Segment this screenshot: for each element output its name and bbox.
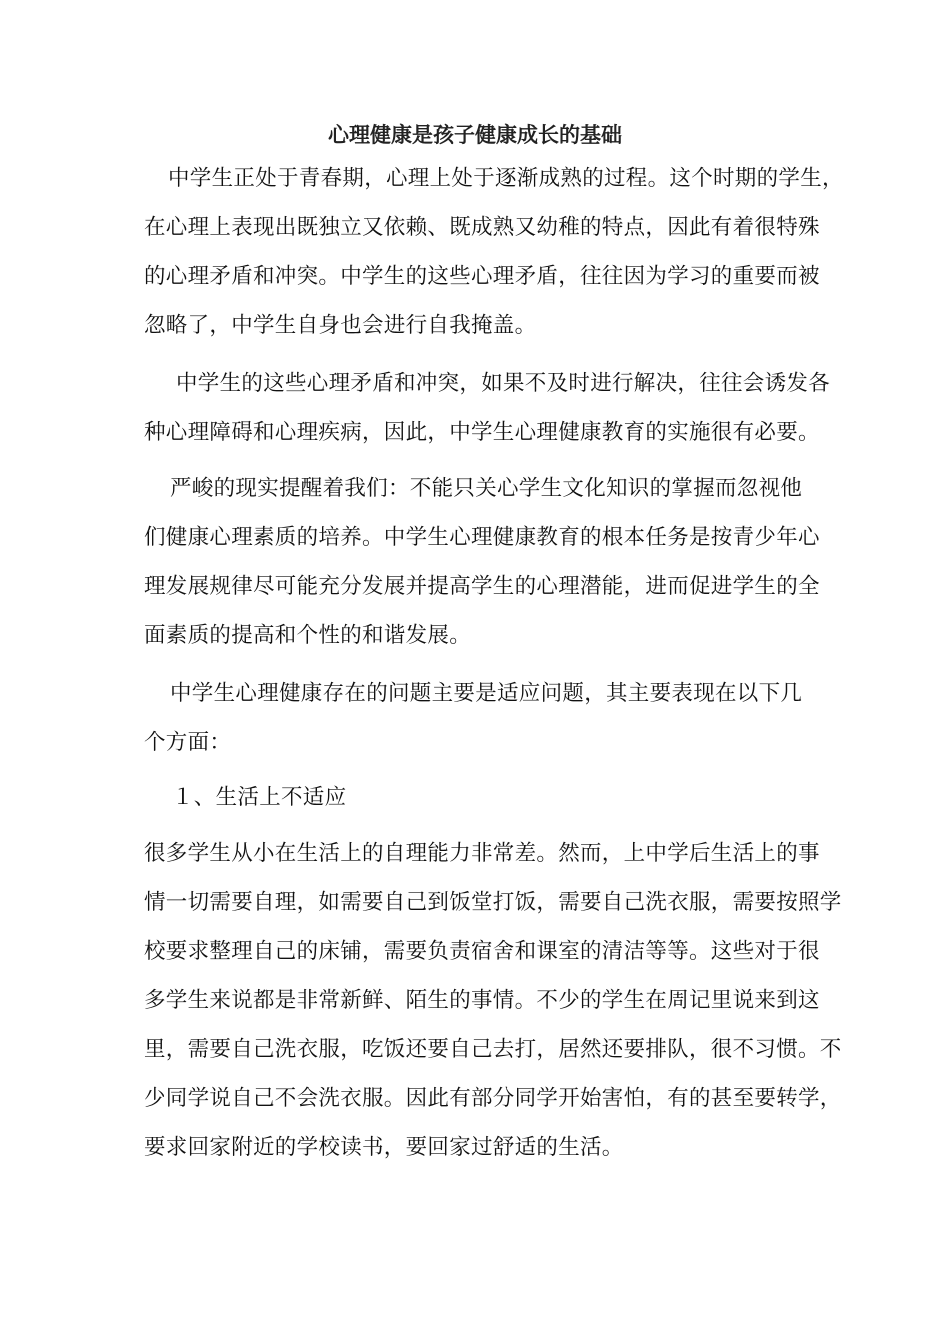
section-heading-text: １、生活上不适应 xyxy=(172,785,347,810)
paragraph-line: 少同学说自己不会洗衣服。因此有部分同学开始害怕，有的甚至要转学， xyxy=(144,1086,842,1111)
paragraph-line: 多学生来说都是非常新鲜、陌生的事情。不少的学生在周记里说来到这 xyxy=(144,988,820,1013)
paragraph-line: 里，需要自己洗衣服，吃饭还要自己去打，居然还要排队，很不习惯。不 xyxy=(144,1037,842,1062)
paragraph-line: 忽略了，中学生自身也会进行自我掩盖。 xyxy=(144,313,537,338)
paragraph-line: 中学生的这些心理矛盾和冲突，如果不及时进行解决，往往会诱发各 xyxy=(176,371,831,396)
paragraph-line: 校要求整理自己的床铺，需要负责宿舍和课室的清洁等等。这些对于很 xyxy=(144,939,820,964)
paragraph-line: 面素质的提高和个性的和谐发展。 xyxy=(144,623,472,648)
section-heading xyxy=(144,773,810,822)
paragraph-line: 的心理矛盾和冲突。中学生的这些心理矛盾，往往因为学习的重要而被 xyxy=(144,264,820,289)
paragraph-line: 情一切需要自理，如需要自己到饭堂打饭，需要自己洗衣服，需要按照学 xyxy=(144,890,842,915)
paragraph-line: 中学生正处于青春期，心理上处于逐渐成熟的过程。这个时期的学生， xyxy=(168,166,844,191)
paragraph-3 xyxy=(144,464,820,660)
paragraph-2 xyxy=(144,359,831,457)
paragraph-4 xyxy=(144,669,810,767)
paragraph-line: 种心理障碍和心理疾病，因此，中学生心理健康教育的实施很有必要。 xyxy=(144,420,820,445)
paragraph-line: 要求回家附近的学校读书，要回家过舒适的生活。 xyxy=(144,1135,624,1160)
paragraph-line: 在心理上表现出既独立又依赖、既成熟又幼稚的特点，因此有着很特殊 xyxy=(144,215,820,240)
paragraph-line: 们健康心理素质的培养。中学生心理健康教育的根本任务是按青少年心 xyxy=(144,525,820,550)
paragraph-line: 中学生心理健康存在的问题主要是适应问题，其主要表现在以下几 xyxy=(170,681,803,706)
paragraph-1 xyxy=(144,154,844,350)
paragraph-5 xyxy=(144,829,842,1172)
paragraph-line: 严峻的现实提醒着我们：不能只关心学生文化知识的掌握而忽视他 xyxy=(170,476,803,501)
paragraph-line: 理发展规律尽可能充分发展并提高学生的心理潜能，进而促进学生的全 xyxy=(144,574,820,599)
paragraph-line: 很多学生从小在生活上的自理能力非常差。然而，上中学后生活上的事 xyxy=(144,841,820,866)
paragraph-line: 个方面： xyxy=(144,730,232,755)
document-title: 心理健康是孩子健康成长的基础 xyxy=(328,122,622,147)
